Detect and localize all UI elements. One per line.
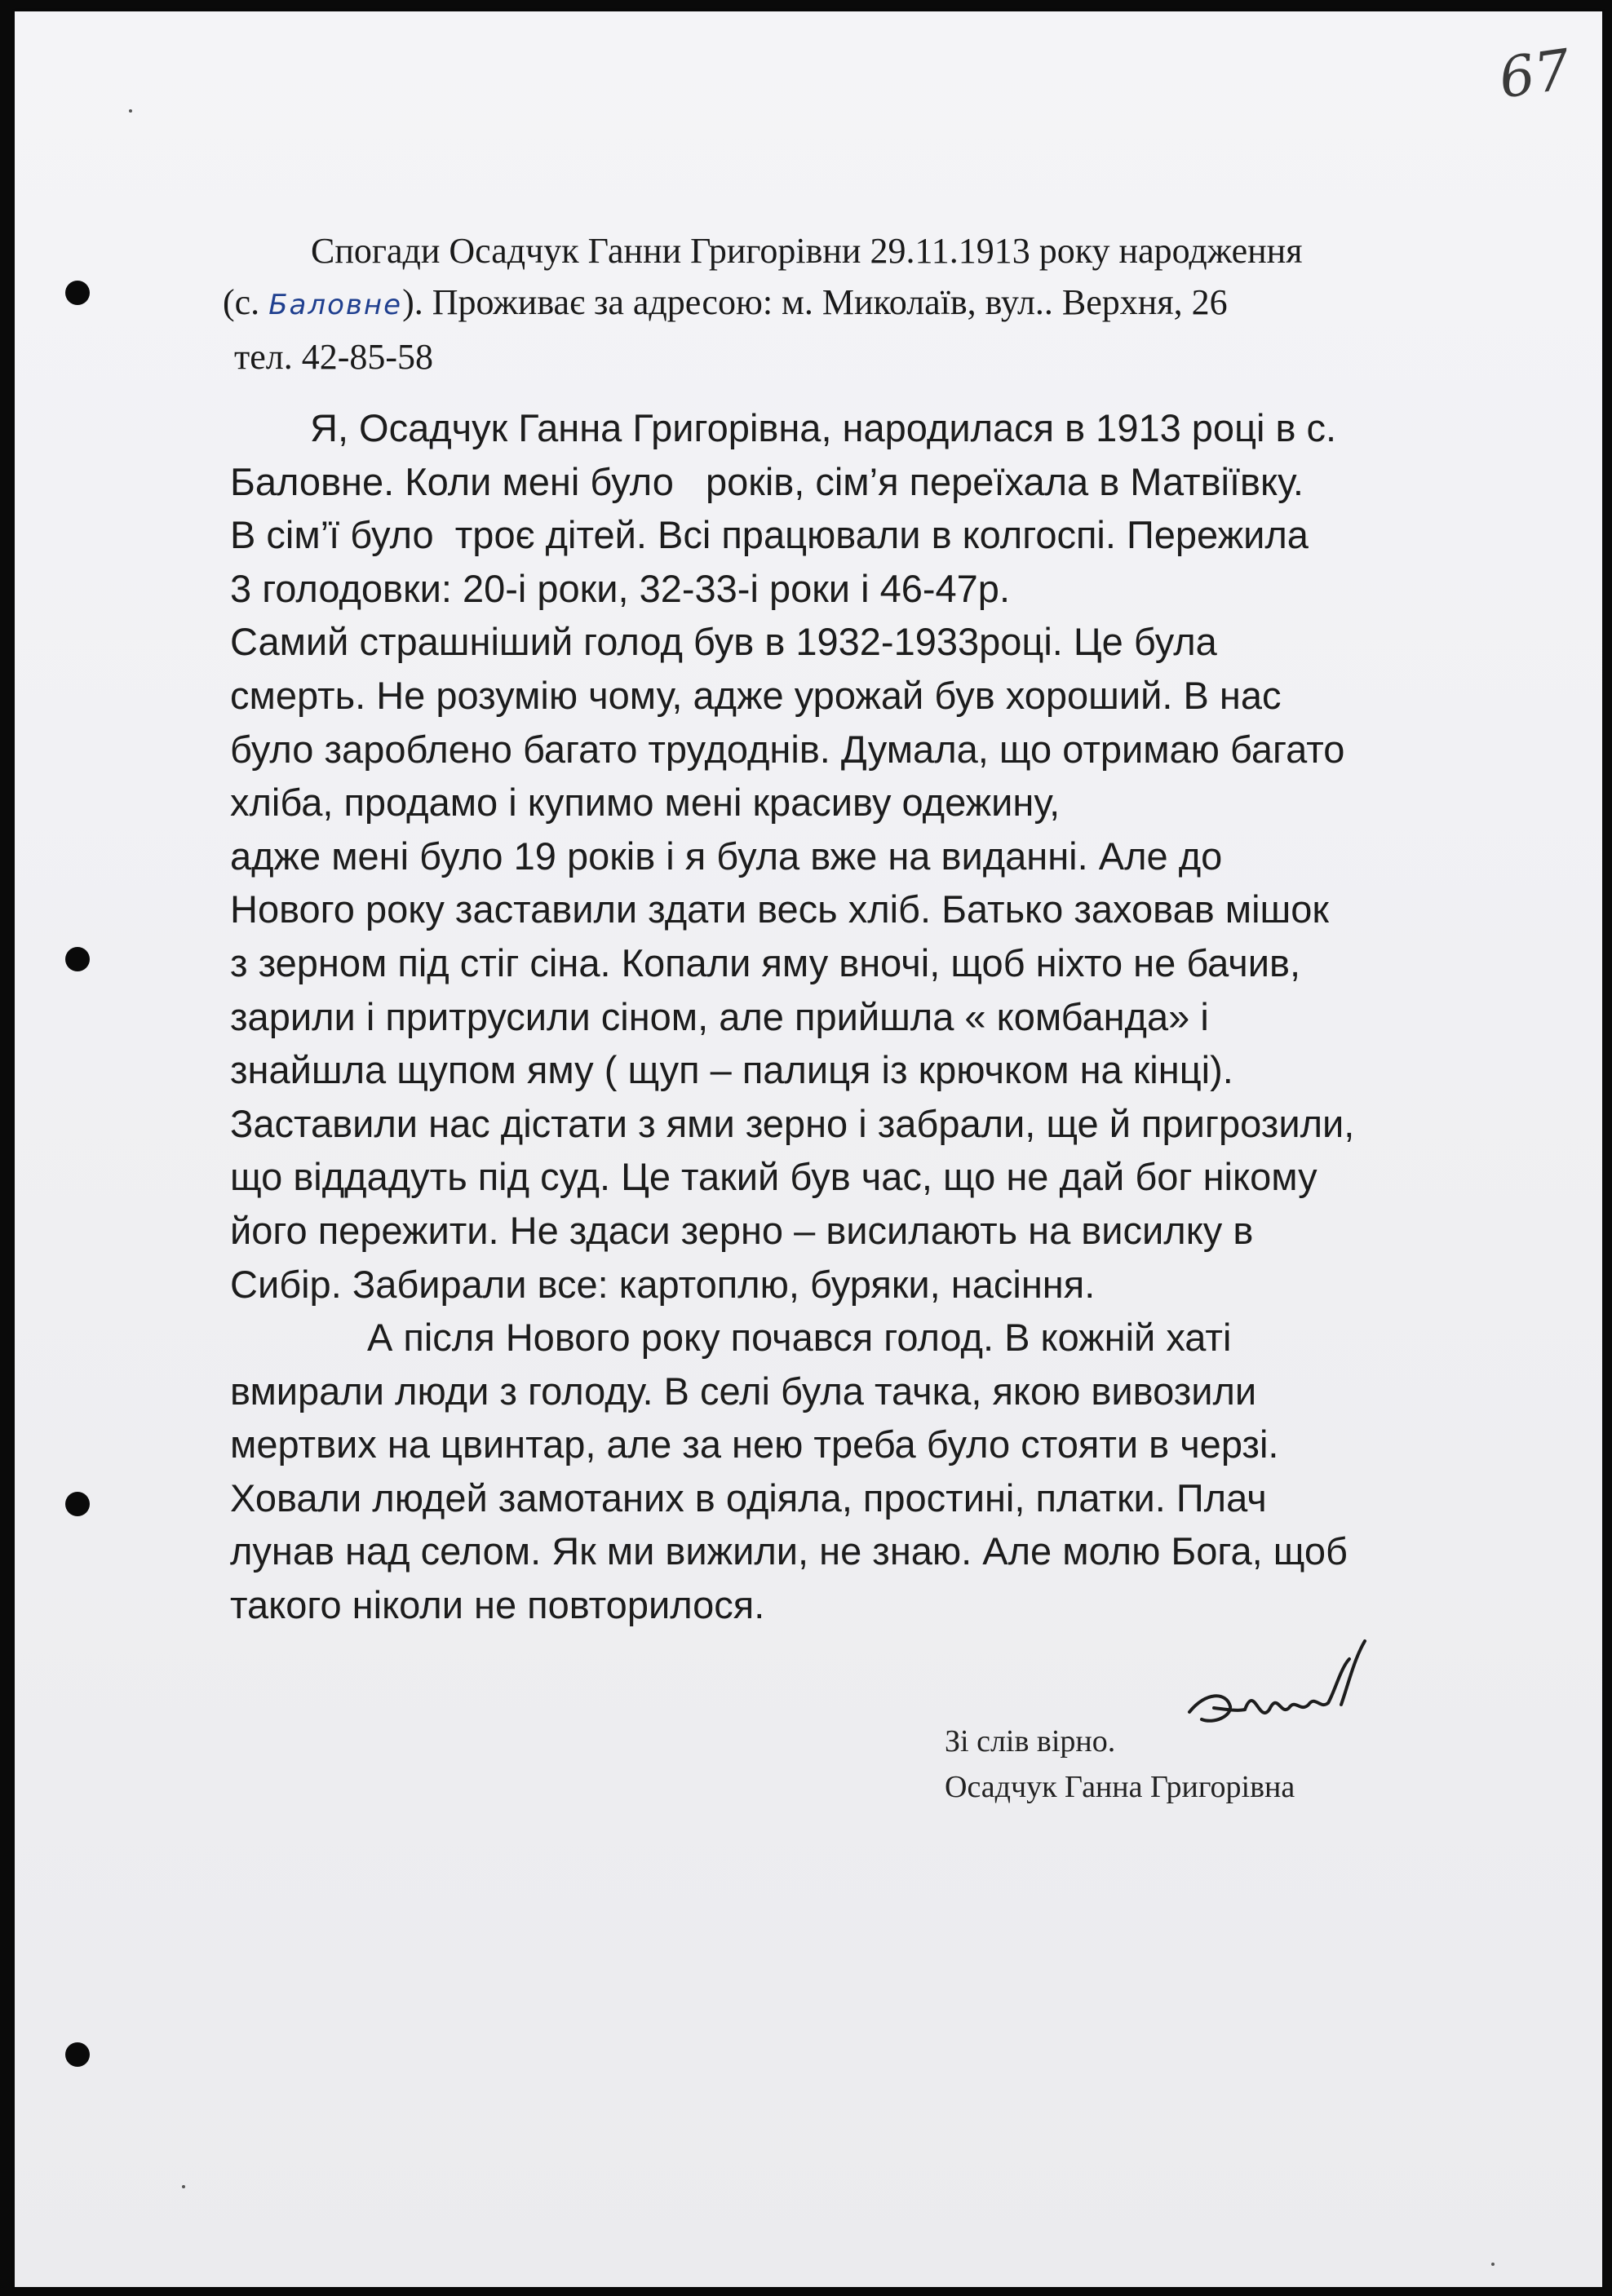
punch-hole xyxy=(65,281,90,305)
text-line: В сім’ї було троє дітей. Всі працювали в колгоспі. Пережила xyxy=(230,513,1309,557)
header-line-2: (с. Баловне). Проживає за адресою: м. Миколаїв, вул.. Верхня, 26 xyxy=(223,282,1228,322)
punch-hole xyxy=(65,2042,90,2067)
document-page xyxy=(15,11,1602,2287)
text-line: хліба, продамо і купимо мені красиву одежину, xyxy=(230,781,1061,825)
text-line: Ховали людей замотаних в одіяла, простині, платки. Плач xyxy=(230,1475,1267,1520)
text-line: адже мені було 19 років і я була вже на виданні. Але до xyxy=(230,834,1223,878)
text-line: лунав над селом. Як ми вижили, не знаю. Але молю Бога, щоб xyxy=(230,1529,1348,1573)
page-number: 67 xyxy=(1495,38,1574,112)
text-line: Нового року заставили здати весь хліб. Батько заховав мішок xyxy=(230,887,1329,931)
text-line: його пережити. Не здаси зерно – висилають на висилку в xyxy=(230,1208,1254,1252)
text-line: мертвих на цвинтар, але за нею треба було стояти в черзі. xyxy=(230,1422,1279,1467)
text-line: зарили і притрусили сіном, але прийшла « комбанда» і xyxy=(230,994,1209,1038)
text-line: А після Нового року почався голод. В кожній хаті xyxy=(367,1316,1232,1360)
memoir-body xyxy=(230,401,1535,1632)
attestation-text: Зі слів вірно. xyxy=(945,1724,1116,1758)
text-line: що віддадуть під суд. Це такий був час, що не дай бог нікому xyxy=(230,1155,1318,1199)
text-line: Я, Осадчук Ганна Григорівна, народилася в 1913 році в с. xyxy=(310,406,1337,449)
signer-name: Осадчук Ганна Григорівна xyxy=(945,1770,1295,1804)
text-line: 3 голодовки: 20-і роки, 32-33-і роки і 46-47р. xyxy=(230,566,1010,610)
text-line: було зароблено багато трудоднів. Думала, що отримаю багато xyxy=(230,727,1345,771)
text-line: Сибір. Забирали все: картоплю, буряки, насіння. xyxy=(230,1262,1096,1306)
punch-hole xyxy=(65,1492,90,1516)
scan-speck xyxy=(129,109,132,113)
scan-speck xyxy=(182,2185,185,2188)
text-line: смерть. Не розумію чому, адже урожай був хороший. В нас xyxy=(230,673,1282,717)
text-line: з зерном під стіг сіна. Копали яму вночі, щоб ніхто не бачив, xyxy=(230,940,1301,984)
text-line: Самий страшніший голод був в 1932-1933році. Це була xyxy=(230,620,1217,664)
text-line: знайшла щупом яму ( щуп – палиця із крючком на кінці). xyxy=(230,1048,1233,1092)
text-line: Баловне. Коли мені було років, сім’я переїхала в Матвіївку. xyxy=(230,459,1304,503)
document-header xyxy=(223,225,1528,383)
handwritten-village-name: Баловне xyxy=(268,289,403,321)
text-line: такого ніколи не повторилося. xyxy=(230,1583,765,1627)
scan-speck xyxy=(1491,2263,1495,2266)
text-line: Заставили нас дістати з ями зерно і забрали, ще й пригрозили, xyxy=(230,1101,1355,1145)
handwritten-signature xyxy=(1181,1635,1393,1757)
header-line-1: Спогади Осадчук Ганни Григорівни 29.11.1913 року народження xyxy=(311,231,1303,271)
punch-hole xyxy=(65,947,90,971)
header-line-3: тел. 42-85-58 xyxy=(234,337,434,377)
text-line: вмирали люди з голоду. В селі була тачка, якою вивозили xyxy=(230,1369,1257,1413)
